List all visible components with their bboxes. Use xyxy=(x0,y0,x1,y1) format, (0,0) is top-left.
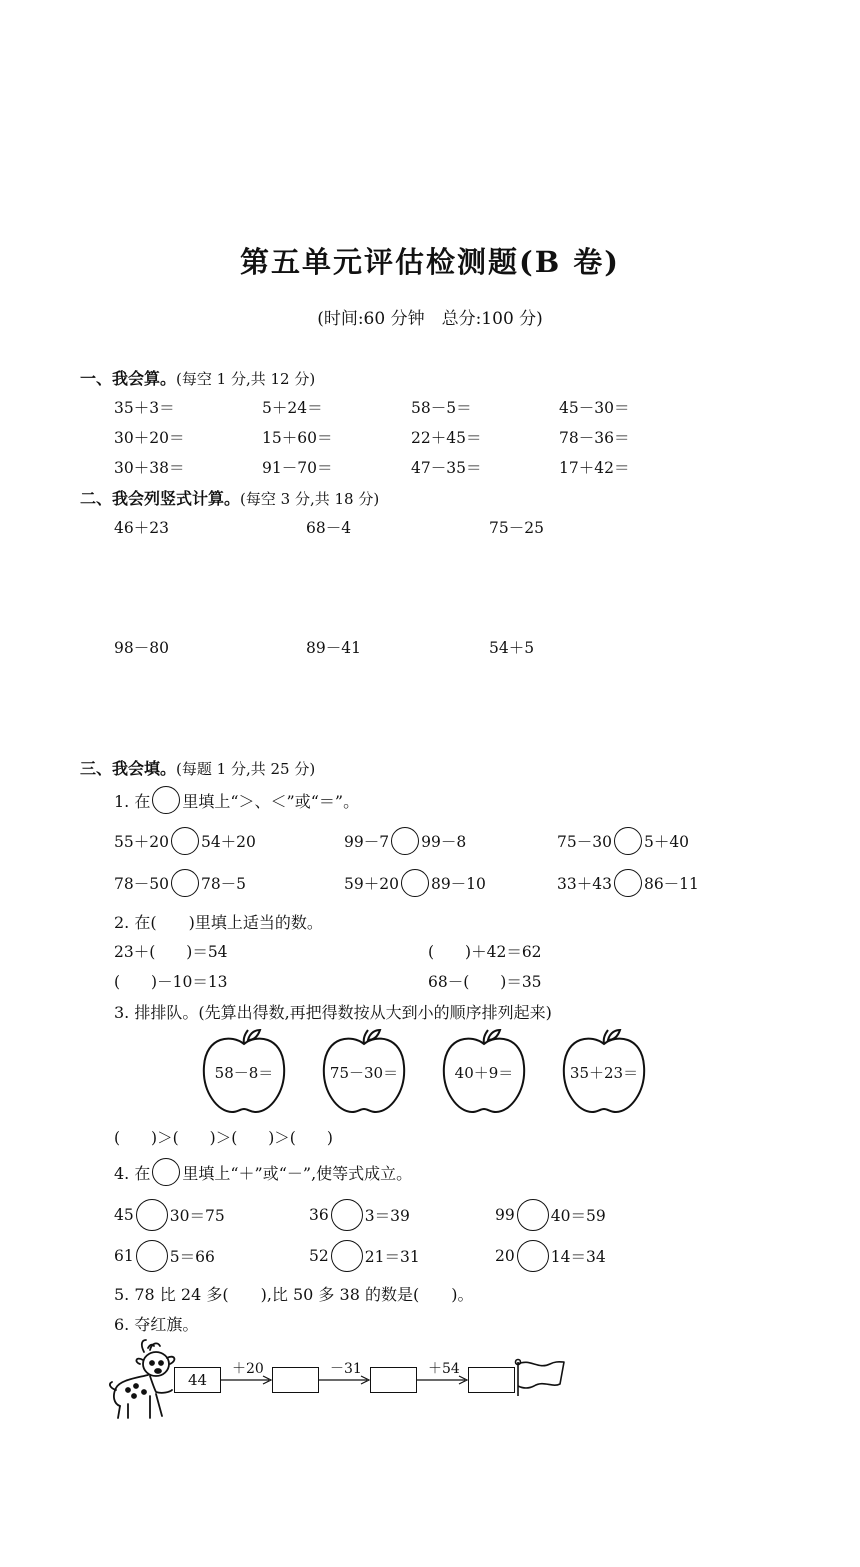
operator-item xyxy=(114,1199,225,1231)
fill-blank-item: ( )＋42＝62 xyxy=(428,943,542,961)
q1-instruction xyxy=(114,786,359,814)
operator-circle[interactable] xyxy=(517,1240,549,1272)
operator-circle[interactable] xyxy=(331,1240,363,1272)
page-title: 第五单元评估检测题(B 卷) xyxy=(239,245,621,279)
q1-suffix: 里填上“＞、＜”或“＝”。 xyxy=(182,791,360,811)
compare-item xyxy=(344,869,486,897)
operator-item xyxy=(114,1240,215,1272)
operator-circle[interactable] xyxy=(517,1199,549,1231)
calc-item: 17＋42＝ xyxy=(559,459,630,477)
flag-icon xyxy=(514,1358,570,1398)
vertical-calc-item: 54＋5 xyxy=(489,639,535,657)
compare-right: 86－11 xyxy=(643,875,699,893)
compare-left: 33＋43 xyxy=(557,875,612,893)
section1-title: 一、我会算。 xyxy=(80,369,177,388)
compare-circle[interactable] xyxy=(171,827,199,855)
compare-circle[interactable] xyxy=(171,869,199,897)
operator-right: 5＝66 xyxy=(169,1248,215,1266)
operator-right: 30＝75 xyxy=(169,1207,225,1225)
operator-item xyxy=(309,1240,420,1272)
calc-item: 5＋24＝ xyxy=(262,399,323,417)
compare-right: 54＋20 xyxy=(200,833,256,851)
q2-instruction: 2. 在( )里填上适当的数。 xyxy=(114,913,323,932)
compare-item xyxy=(114,827,256,855)
calc-item: 91－70＝ xyxy=(262,459,333,477)
operator-right: 21＝31 xyxy=(364,1248,420,1266)
operator-circle[interactable] xyxy=(136,1199,168,1231)
compare-left: 78－50 xyxy=(114,875,169,893)
operator-item xyxy=(495,1240,606,1272)
deer-icon xyxy=(106,1338,182,1422)
vertical-calc-item: 89－41 xyxy=(306,639,361,657)
apple-expression: 40＋9＝ xyxy=(454,1064,514,1082)
operation-label: ＋54 xyxy=(428,1361,460,1377)
compare-right: 89－10 xyxy=(430,875,486,893)
compare-item xyxy=(344,827,466,855)
compare-item xyxy=(557,869,699,897)
operator-left: 52 xyxy=(309,1247,329,1265)
start-number-box xyxy=(174,1367,221,1393)
operator-circle[interactable] xyxy=(331,1199,363,1231)
section2-title: 二、我会列竖式计算。 xyxy=(80,489,241,508)
section3-heading xyxy=(80,756,315,779)
fill-blank-item: 68－( )＝35 xyxy=(428,973,542,991)
fill-blank-item: 23＋( )＝54 xyxy=(114,943,228,961)
start-number: 44 xyxy=(187,1371,208,1389)
calc-item: 47－35＝ xyxy=(411,459,482,477)
vertical-calc-item: 98－80 xyxy=(114,639,169,657)
compare-item xyxy=(114,869,246,897)
fill-blank-item: ( )－10＝13 xyxy=(114,973,228,991)
calc-item: 78－36＝ xyxy=(559,429,630,447)
q3-instruction: 3. 排排队。(先算出得数,再把得数按从大到小的顺序排列起来) xyxy=(114,1003,552,1022)
section3-title: 三、我会填。 xyxy=(80,759,177,778)
apple-expression: 58－8＝ xyxy=(214,1064,274,1082)
section2-note: (每空 3 分,共 18 分) xyxy=(240,490,380,508)
q4-suffix: 里填上“＋”或“－”,使等式成立。 xyxy=(182,1163,413,1183)
compare-left: 75－30 xyxy=(557,833,612,851)
operator-left: 61 xyxy=(114,1247,134,1265)
section1-heading xyxy=(80,366,315,389)
calc-item: 15＋60＝ xyxy=(262,429,333,447)
compare-circle[interactable] xyxy=(614,827,642,855)
apple-expression: 75－30＝ xyxy=(329,1064,399,1082)
q4-instruction xyxy=(114,1158,412,1186)
q4-prefix: 4. 在 xyxy=(114,1163,151,1183)
q6-instruction: 6. 夺红旗。 xyxy=(114,1315,199,1334)
operator-left: 45 xyxy=(114,1206,134,1224)
order-blanks: ( )＞( )＞( )＞( ) xyxy=(114,1129,333,1147)
operator-right: 3＝39 xyxy=(364,1207,410,1225)
compare-right: 99－8 xyxy=(421,833,467,851)
compare-right: 78－5 xyxy=(200,875,247,893)
answer-box[interactable] xyxy=(272,1367,319,1393)
answer-box[interactable] xyxy=(370,1367,417,1393)
operator-right: 40＝59 xyxy=(550,1207,606,1225)
compare-circle[interactable] xyxy=(614,869,642,897)
answer-circle xyxy=(152,786,180,814)
operation-label: ＋20 xyxy=(232,1361,264,1377)
calc-item: 30＋20＝ xyxy=(114,429,185,447)
operation-label: －31 xyxy=(330,1361,362,1377)
apple-expression: 35＋23＝ xyxy=(569,1064,639,1082)
compare-circle[interactable] xyxy=(401,869,429,897)
compare-right: 5＋40 xyxy=(643,833,690,851)
calc-item: 22＋45＝ xyxy=(411,429,482,447)
vertical-calc-item: 46＋23 xyxy=(114,519,169,537)
q1-prefix: 1. 在 xyxy=(114,791,151,811)
answer-circle xyxy=(152,1158,180,1186)
operator-left: 99 xyxy=(495,1206,515,1224)
compare-left: 59＋20 xyxy=(344,875,399,893)
vertical-calc-item: 75－25 xyxy=(489,519,544,537)
section3-note: (每题 1 分,共 25 分) xyxy=(176,760,316,778)
calc-item: 30＋38＝ xyxy=(114,459,185,477)
answer-box[interactable] xyxy=(468,1367,515,1393)
calc-item: 35＋3＝ xyxy=(114,399,175,417)
section2-heading xyxy=(80,486,379,509)
operator-left: 36 xyxy=(309,1206,329,1224)
compare-circle[interactable] xyxy=(391,827,419,855)
vertical-calc-item: 68－4 xyxy=(306,519,352,537)
compare-left: 55＋20 xyxy=(114,833,169,851)
calc-item: 58－5＝ xyxy=(411,399,472,417)
operator-circle[interactable] xyxy=(136,1240,168,1272)
operator-left: 20 xyxy=(495,1247,515,1265)
calc-item: 45－30＝ xyxy=(559,399,630,417)
page-subtitle: (时间:60 分钟 总分:100 分) xyxy=(317,309,543,329)
q5-text: 5. 78 比 24 多( ),比 50 多 38 的数是( )。 xyxy=(114,1285,474,1304)
operator-item xyxy=(309,1199,410,1231)
operator-item xyxy=(495,1199,606,1231)
compare-left: 99－7 xyxy=(344,833,390,851)
operator-right: 14＝34 xyxy=(550,1248,606,1266)
section1-note: (每空 1 分,共 12 分) xyxy=(176,370,316,388)
compare-item xyxy=(557,827,689,855)
